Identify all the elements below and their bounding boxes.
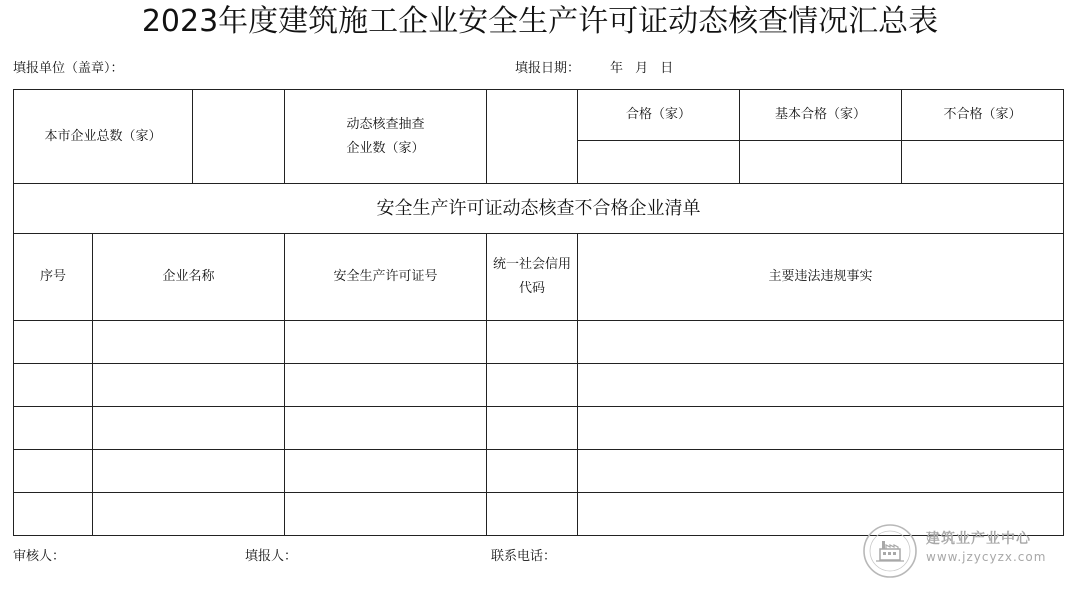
page-title: 2023年度建筑施工企业安全生产许可证动态核查情况汇总表 — [141, 4, 939, 39]
cell-facts[interactable] — [578, 407, 1064, 450]
cell-license[interactable] — [285, 364, 487, 407]
cell-seq[interactable] — [14, 407, 93, 450]
unqualified-list-title: 安全生产许可证动态核查不合格企业清单 — [14, 184, 1064, 234]
cell-name[interactable] — [93, 364, 285, 407]
credit-header-line1: 统一社会信用 — [493, 257, 572, 272]
total-enterprises-value[interactable] — [193, 90, 285, 184]
cell-license[interactable] — [285, 407, 487, 450]
cell-credit-code[interactable] — [487, 407, 578, 450]
cell-license[interactable] — [285, 450, 487, 493]
total-enterprises-label: 本市企业总数（家） — [14, 90, 193, 184]
summary-form-table — [13, 89, 1064, 536]
table-row — [14, 321, 1064, 364]
checked-enterprises-value[interactable] — [487, 90, 578, 184]
checked-label-line1: 动态核查抽查 — [346, 116, 425, 132]
cell-license[interactable] — [285, 493, 487, 536]
cell-facts[interactable] — [578, 321, 1064, 364]
cell-credit-code[interactable] — [487, 450, 578, 493]
unqualified-label: 不合格（家） — [902, 90, 1064, 141]
qualified-label: 合格（家） — [578, 90, 740, 141]
table-row — [14, 364, 1064, 407]
cell-seq[interactable] — [14, 321, 93, 364]
basic-qualified-value[interactable] — [740, 141, 902, 184]
watermark-name: 建筑业产业中心 — [926, 531, 1031, 547]
col-header-seq: 序号 — [14, 234, 93, 321]
col-header-credit-code — [487, 234, 578, 321]
table-row — [14, 407, 1064, 450]
cell-name[interactable] — [93, 493, 285, 536]
table-row — [14, 450, 1064, 493]
fill-date-fields: 年 月 日 — [610, 61, 674, 76]
filler-label: 填报人： — [245, 549, 298, 564]
cell-seq[interactable] — [14, 364, 93, 407]
cell-credit-code[interactable] — [487, 321, 578, 364]
cell-facts[interactable] — [578, 450, 1064, 493]
qualified-value[interactable] — [578, 141, 740, 184]
cell-credit-code[interactable] — [487, 364, 578, 407]
factory-seal-icon — [862, 523, 918, 579]
credit-header-line2: 代码 — [519, 281, 546, 296]
cell-name[interactable] — [93, 407, 285, 450]
cell-name[interactable] — [93, 450, 285, 493]
fill-date-label: 填报日期： — [515, 61, 581, 76]
col-header-license: 安全生产许可证号 — [285, 234, 487, 321]
cell-credit-code[interactable] — [487, 493, 578, 536]
checked-enterprises-label — [285, 90, 487, 184]
cell-seq[interactable] — [14, 493, 93, 536]
unqualified-value[interactable] — [902, 141, 1064, 184]
col-header-violation-facts: 主要违法违规事实 — [578, 234, 1064, 321]
phone-label: 联系电话： — [491, 549, 557, 564]
basic-qualified-label: 基本合格（家） — [740, 90, 902, 141]
watermark-url: www.jzycyzx.com — [926, 550, 1047, 564]
reviewer-label: 审核人： — [13, 549, 66, 564]
col-header-name: 企业名称 — [93, 234, 285, 321]
cell-name[interactable] — [93, 321, 285, 364]
cell-seq[interactable] — [14, 450, 93, 493]
cell-license[interactable] — [285, 321, 487, 364]
fill-unit-label: 填报单位（盖章）： — [13, 61, 124, 76]
checked-label-line2: 企业数（家） — [346, 140, 425, 156]
cell-facts[interactable] — [578, 364, 1064, 407]
